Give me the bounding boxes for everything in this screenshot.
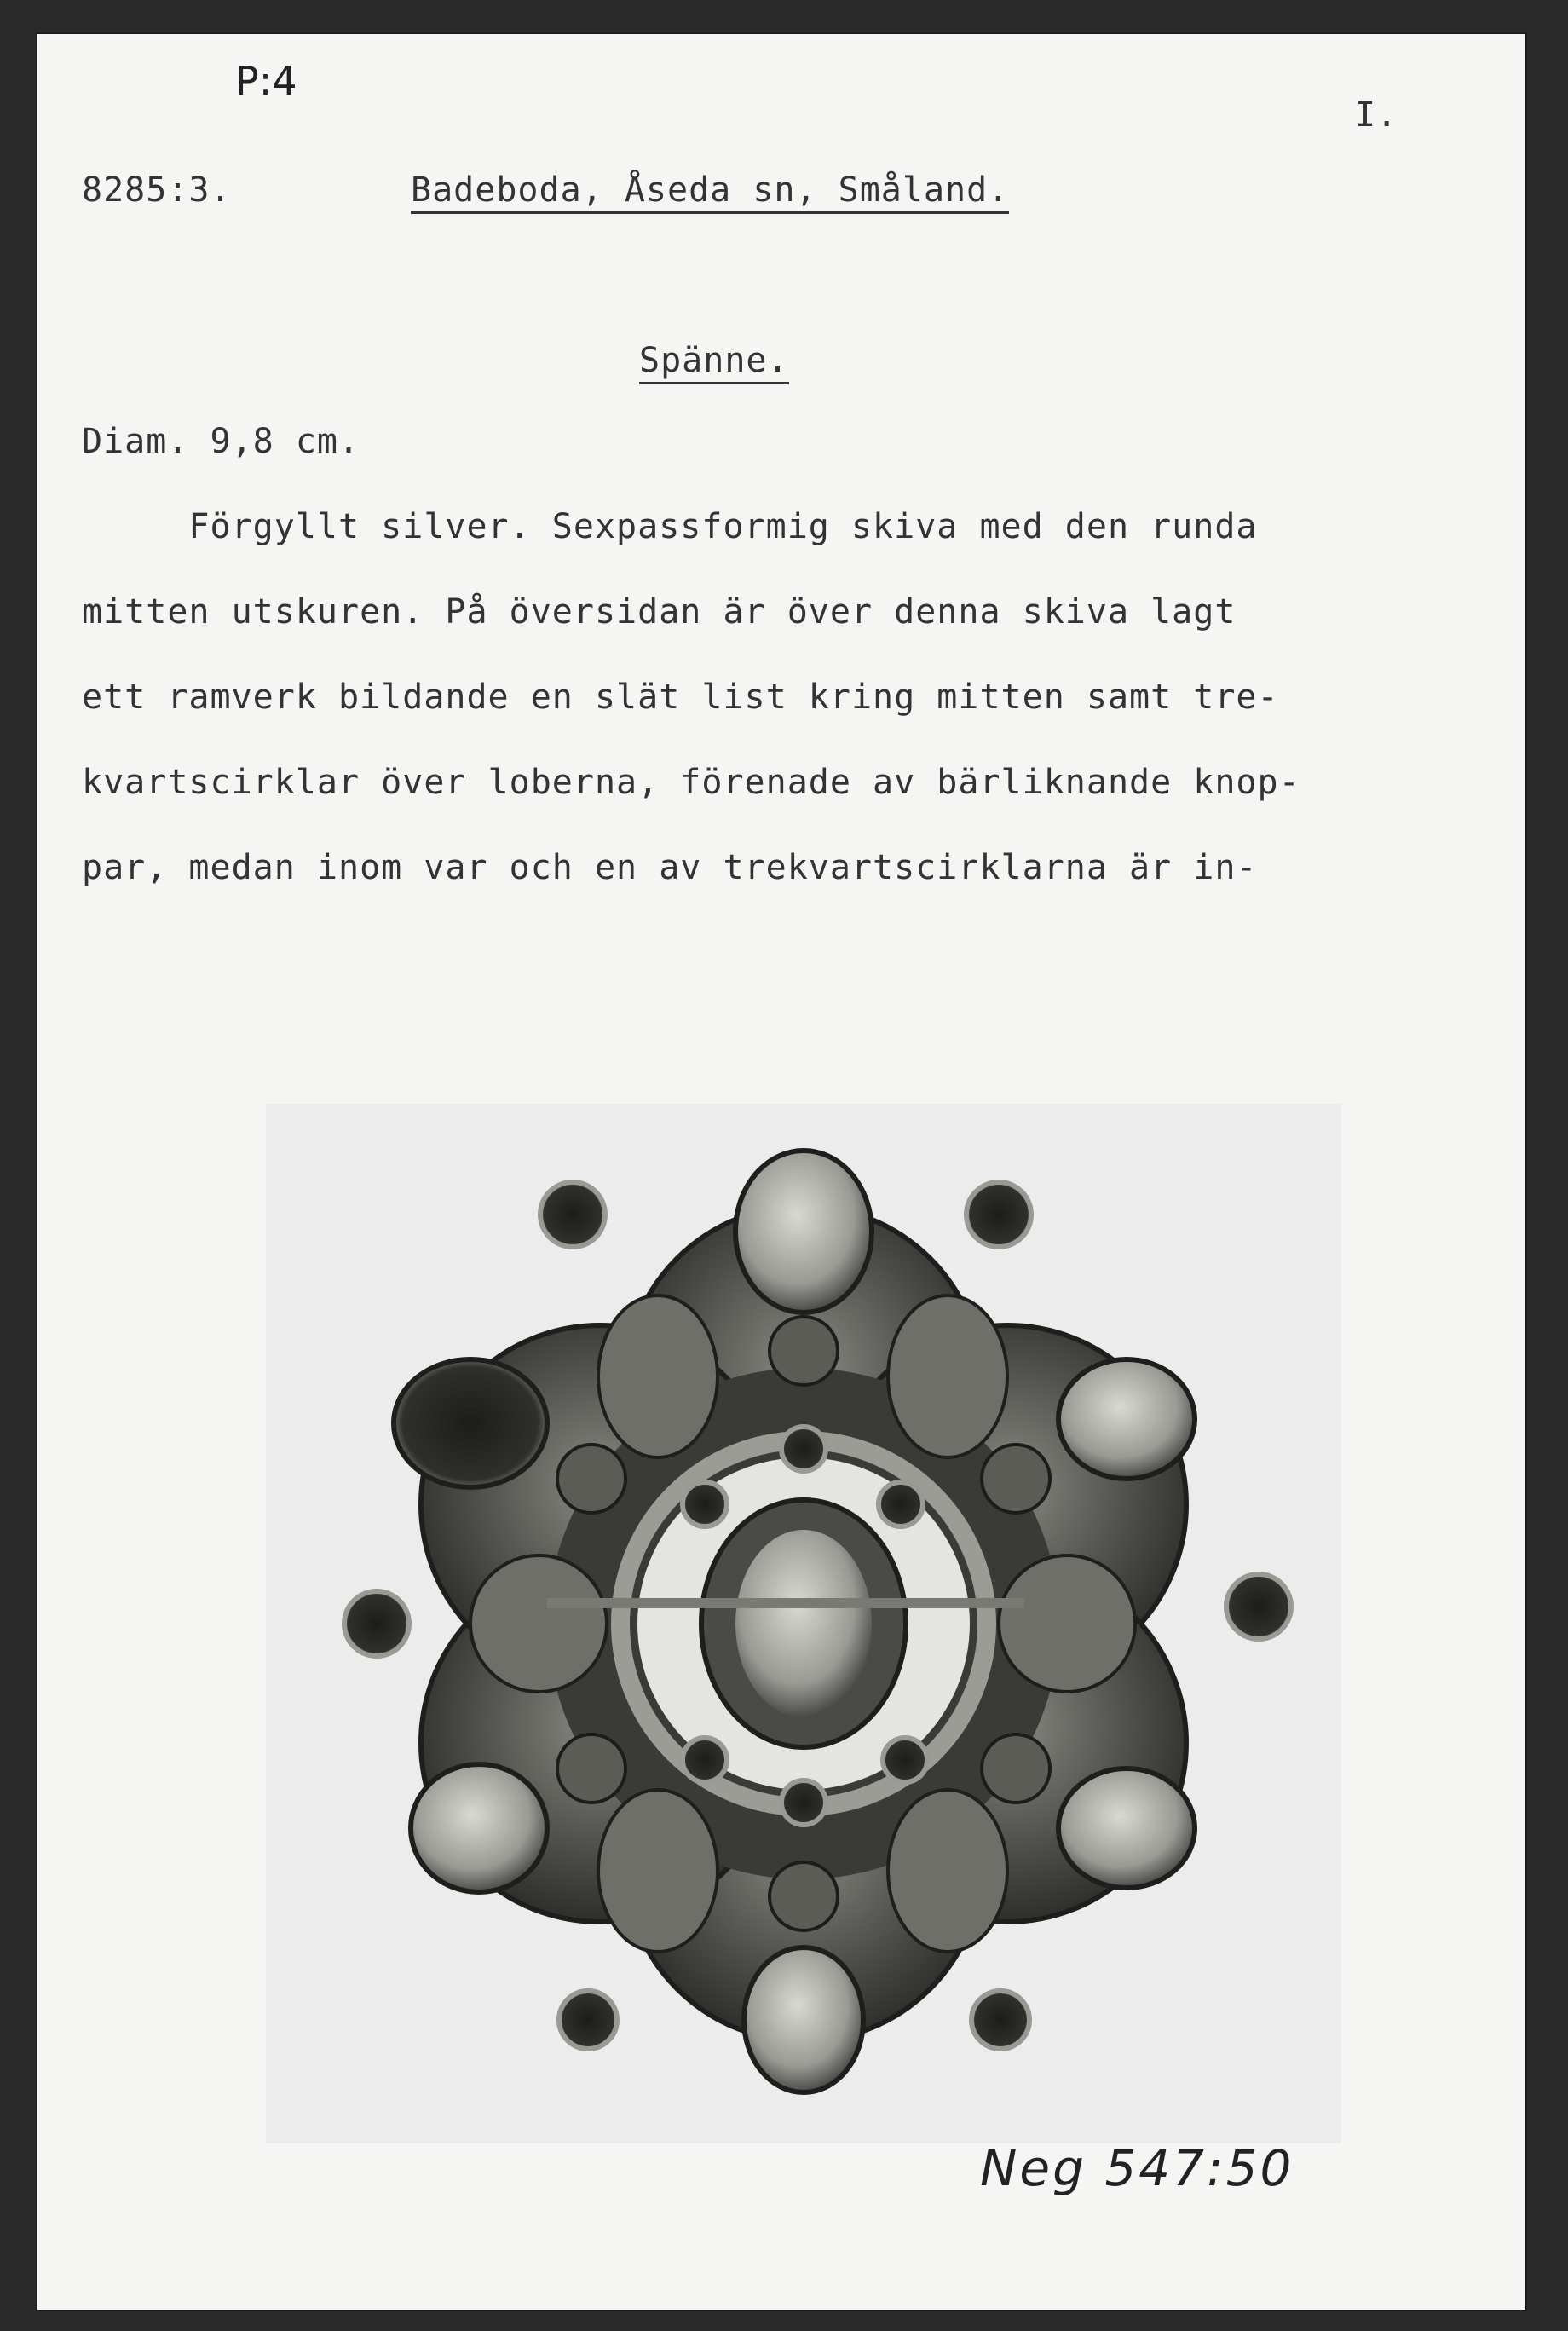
description-line: Förgyllt silver. Sexpassformig skiva med den runda [82,507,1258,546]
negative-number: Neg 547:50 [980,2139,1294,2197]
description-paragraph [82,507,1496,933]
pin-bar [547,1598,1024,1608]
handwritten-mark: P:4 [235,58,297,104]
description-line: mitten utskuren. På översidan är över denna skiva lagt [82,592,1237,632]
brooch-image [266,1104,1341,2143]
catalog-number: 8285:3. [82,170,232,210]
brooch-photograph [266,1104,1341,2143]
sheet-number: I. [1355,95,1398,135]
catalog-card [37,34,1525,2310]
dimension-text: Diam. 9,8 cm. [82,422,360,461]
description-line: ett ramverk bildande en slät list kring mitten samt tre- [82,678,1279,717]
find-location: Badeboda, Åseda sn, Småland. [411,170,1009,214]
description-line: kvartscirklar över loberna, förenade av bärliknande knop- [82,763,1300,802]
center-setting [701,1500,906,1747]
description-line: par, medan inom var och en av trekvartscirklarna är in- [82,848,1258,887]
object-title: Spänne. [639,341,789,384]
